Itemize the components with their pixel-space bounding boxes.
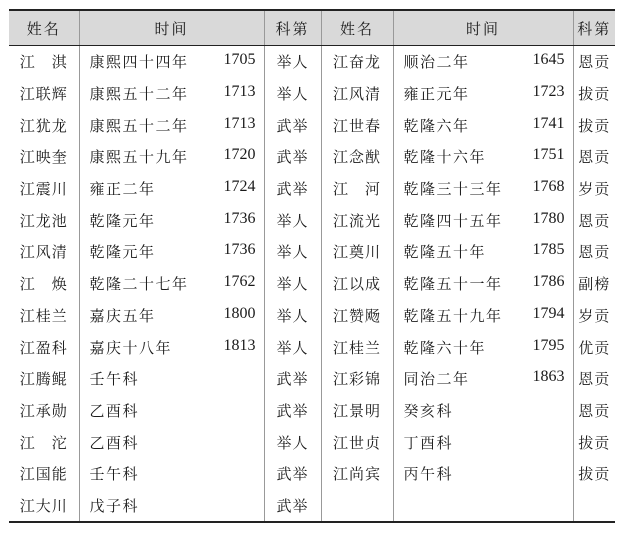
left-degree-cell: 举人 — [264, 204, 321, 236]
left-year-text: 1705 — [223, 51, 256, 69]
left-name-cell: 江 沱 — [19, 433, 68, 452]
left-era-text: 雍正二年 — [89, 180, 156, 199]
left-time-cell — [79, 395, 264, 427]
header-name-right: 姓名 — [321, 10, 393, 46]
table-row — [9, 173, 615, 205]
left-era-text: 康熙五十二年 — [89, 116, 189, 135]
left-degree-cell: 举人 — [264, 236, 321, 268]
right-degree-cell: 岁贡 — [573, 173, 615, 205]
left-time-cell — [79, 141, 264, 173]
right-degree-cell: 拔贡 — [573, 109, 615, 141]
left-year-text: 1736 — [223, 209, 256, 227]
left-degree-cell: 举人 — [264, 78, 321, 110]
right-time-cell — [393, 173, 573, 205]
left-time-cell — [79, 268, 264, 300]
right-era-text: 顺治二年 — [403, 53, 470, 72]
left-time-cell — [79, 46, 264, 78]
right-degree-cell: 恩贡 — [573, 141, 615, 173]
table-body — [9, 46, 615, 523]
right-name-cell: 江风清 — [321, 78, 393, 110]
left-time-cell — [79, 363, 264, 395]
left-year-text: 1713 — [223, 83, 256, 101]
right-era-text: 雍正元年 — [403, 85, 470, 104]
table-row — [9, 490, 615, 523]
right-name-cell: 江景明 — [321, 395, 393, 427]
right-name-cell: 江世贞 — [321, 426, 393, 458]
right-degree-cell: 恩贡 — [573, 395, 615, 427]
right-year-text: 1794 — [532, 304, 565, 322]
left-degree-cell: 武举 — [264, 363, 321, 395]
left-name-cell: 江风清 — [19, 243, 68, 262]
right-time-cell — [393, 78, 573, 110]
table-row — [9, 395, 615, 427]
right-era-text: 乾隆六十年 — [403, 338, 487, 357]
right-degree-cell: 拔贡 — [573, 458, 615, 490]
left-name-cell: 江国能 — [19, 465, 68, 484]
left-degree-cell: 武举 — [264, 395, 321, 427]
table-row — [9, 141, 615, 173]
right-era-text: 乾隆十六年 — [403, 148, 487, 167]
table-row — [9, 458, 615, 490]
left-degree-cell: 武举 — [264, 173, 321, 205]
table-row — [9, 204, 615, 236]
right-time-cell — [393, 236, 573, 268]
right-name-cell: 江彩锦 — [321, 363, 393, 395]
left-name-cell: 江龙池 — [19, 211, 68, 230]
right-time-cell — [393, 300, 573, 332]
header-name-left: 姓名 — [9, 10, 79, 46]
left-time-cell — [79, 300, 264, 332]
table-row — [9, 300, 615, 332]
left-name-cell: 江腾鲲 — [19, 370, 68, 389]
table-row — [9, 109, 615, 141]
left-name-cell: 江映奎 — [19, 148, 68, 167]
right-year-text: 1786 — [532, 273, 565, 291]
left-era-text: 乙酉科 — [89, 433, 140, 452]
left-era-text: 康熙四十四年 — [89, 53, 189, 72]
left-name-cell: 江桂兰 — [19, 306, 68, 325]
left-year-text: 1713 — [223, 114, 256, 132]
left-name-cell: 江犹龙 — [19, 116, 68, 135]
right-year-text: 1741 — [532, 114, 565, 132]
right-time-cell — [393, 395, 573, 427]
right-degree-cell: 优贡 — [573, 331, 615, 363]
table-row — [9, 268, 615, 300]
right-time-cell — [393, 268, 573, 300]
left-name-cell: 江 淇 — [19, 53, 68, 72]
right-time-cell — [393, 490, 573, 523]
left-degree-cell: 举人 — [264, 300, 321, 332]
right-name-cell: 江世春 — [321, 109, 393, 141]
right-time-cell — [393, 331, 573, 363]
right-name-cell — [321, 490, 393, 523]
right-era-text: 丙午科 — [403, 465, 454, 484]
right-degree-cell: 副榜 — [573, 268, 615, 300]
right-year-text: 1780 — [532, 209, 565, 227]
right-degree-cell: 拔贡 — [573, 78, 615, 110]
left-name-cell: 江震川 — [19, 180, 68, 199]
right-era-text: 乾隆四十五年 — [403, 211, 503, 230]
right-name-cell: 江奋龙 — [321, 46, 393, 78]
exam-degree-table-container — [9, 9, 615, 523]
right-time-cell — [393, 204, 573, 236]
right-name-cell: 江奠川 — [321, 236, 393, 268]
right-time-cell — [393, 458, 573, 490]
right-year-text: 1863 — [532, 368, 565, 386]
right-time-cell — [393, 109, 573, 141]
right-degree-cell: 岁贡 — [573, 300, 615, 332]
left-era-text: 乙酉科 — [89, 401, 140, 420]
table-row — [9, 426, 615, 458]
right-name-cell: 江念猷 — [321, 141, 393, 173]
left-time-cell — [79, 173, 264, 205]
right-degree-cell: 恩贡 — [573, 236, 615, 268]
right-name-cell: 江桂兰 — [321, 331, 393, 363]
left-era-text: 乾隆元年 — [89, 243, 156, 262]
left-name-cell: 江 焕 — [19, 275, 68, 294]
right-name-cell: 江 河 — [321, 173, 393, 205]
right-name-cell: 江以成 — [321, 268, 393, 300]
right-year-text: 1795 — [532, 336, 565, 354]
left-era-text: 嘉庆十八年 — [89, 338, 173, 357]
left-name-cell: 江承勋 — [19, 401, 68, 420]
left-time-cell — [79, 236, 264, 268]
left-time-cell — [79, 458, 264, 490]
left-year-text: 1736 — [223, 241, 256, 259]
left-era-text: 乾隆元年 — [89, 211, 156, 230]
left-era-text: 康熙五十二年 — [89, 85, 189, 104]
left-time-cell — [79, 331, 264, 363]
left-name-cell: 江联辉 — [19, 85, 68, 104]
left-time-cell — [79, 426, 264, 458]
left-time-cell — [79, 204, 264, 236]
right-era-text: 乾隆五十年 — [403, 243, 487, 262]
table-row — [9, 78, 615, 110]
right-degree-cell: 恩贡 — [573, 363, 615, 395]
left-year-text: 1720 — [223, 146, 256, 164]
left-year-text: 1813 — [223, 336, 256, 354]
right-time-cell — [393, 46, 573, 78]
right-degree-cell: 恩贡 — [573, 204, 615, 236]
left-era-text: 嘉庆五年 — [89, 306, 156, 325]
right-name-cell: 江流光 — [321, 204, 393, 236]
right-year-text: 1768 — [532, 178, 565, 196]
right-era-text: 乾隆五十一年 — [403, 275, 503, 294]
right-era-text: 乾隆五十九年 — [403, 306, 503, 325]
header-time-right: 时间 — [393, 10, 573, 46]
left-degree-cell: 武举 — [264, 109, 321, 141]
right-degree-cell — [573, 490, 615, 523]
left-year-text: 1800 — [223, 304, 256, 322]
right-name-cell: 江赞飏 — [321, 300, 393, 332]
left-name-cell: 江盈科 — [19, 338, 68, 357]
right-era-text: 癸亥科 — [403, 401, 454, 420]
header-time-left: 时间 — [79, 10, 264, 46]
right-era-text: 乾隆三十三年 — [403, 180, 503, 199]
right-year-text: 1751 — [532, 146, 565, 164]
right-era-text: 同治二年 — [403, 370, 470, 389]
right-year-text: 1785 — [532, 241, 565, 259]
left-degree-cell: 举人 — [264, 331, 321, 363]
left-degree-cell: 举人 — [264, 46, 321, 78]
right-era-text: 乾隆六年 — [403, 116, 470, 135]
table-row — [9, 236, 615, 268]
header-row — [9, 10, 615, 46]
right-era-text: 丁酉科 — [403, 433, 454, 452]
header-degree-left: 科第 — [264, 10, 321, 46]
left-era-text: 康熙五十九年 — [89, 148, 189, 167]
table-row — [9, 46, 615, 78]
exam-degree-table — [9, 9, 615, 523]
left-time-cell — [79, 109, 264, 141]
left-degree-cell: 武举 — [264, 490, 321, 523]
right-year-text: 1723 — [532, 83, 565, 101]
right-year-text: 1645 — [532, 51, 565, 69]
table-row — [9, 331, 615, 363]
right-degree-cell: 拔贡 — [573, 426, 615, 458]
left-degree-cell: 举人 — [264, 268, 321, 300]
left-name-cell: 江大川 — [9, 490, 79, 523]
left-degree-cell: 举人 — [264, 426, 321, 458]
right-name-cell: 江尚宾 — [321, 458, 393, 490]
left-era-text: 戊子科 — [89, 496, 140, 515]
left-year-text: 1762 — [223, 273, 256, 291]
left-time-cell — [79, 490, 264, 523]
right-time-cell — [393, 363, 573, 395]
right-time-cell — [393, 141, 573, 173]
left-degree-cell: 武举 — [264, 458, 321, 490]
left-year-text: 1724 — [223, 178, 256, 196]
header-degree-right: 科第 — [573, 10, 615, 46]
table-row — [9, 363, 615, 395]
right-degree-cell: 恩贡 — [573, 46, 615, 78]
left-era-text: 壬午科 — [89, 465, 140, 484]
left-degree-cell: 武举 — [264, 141, 321, 173]
left-era-text: 壬午科 — [89, 370, 140, 389]
right-time-cell — [393, 426, 573, 458]
left-era-text: 乾隆二十七年 — [89, 275, 189, 294]
left-time-cell — [79, 78, 264, 110]
